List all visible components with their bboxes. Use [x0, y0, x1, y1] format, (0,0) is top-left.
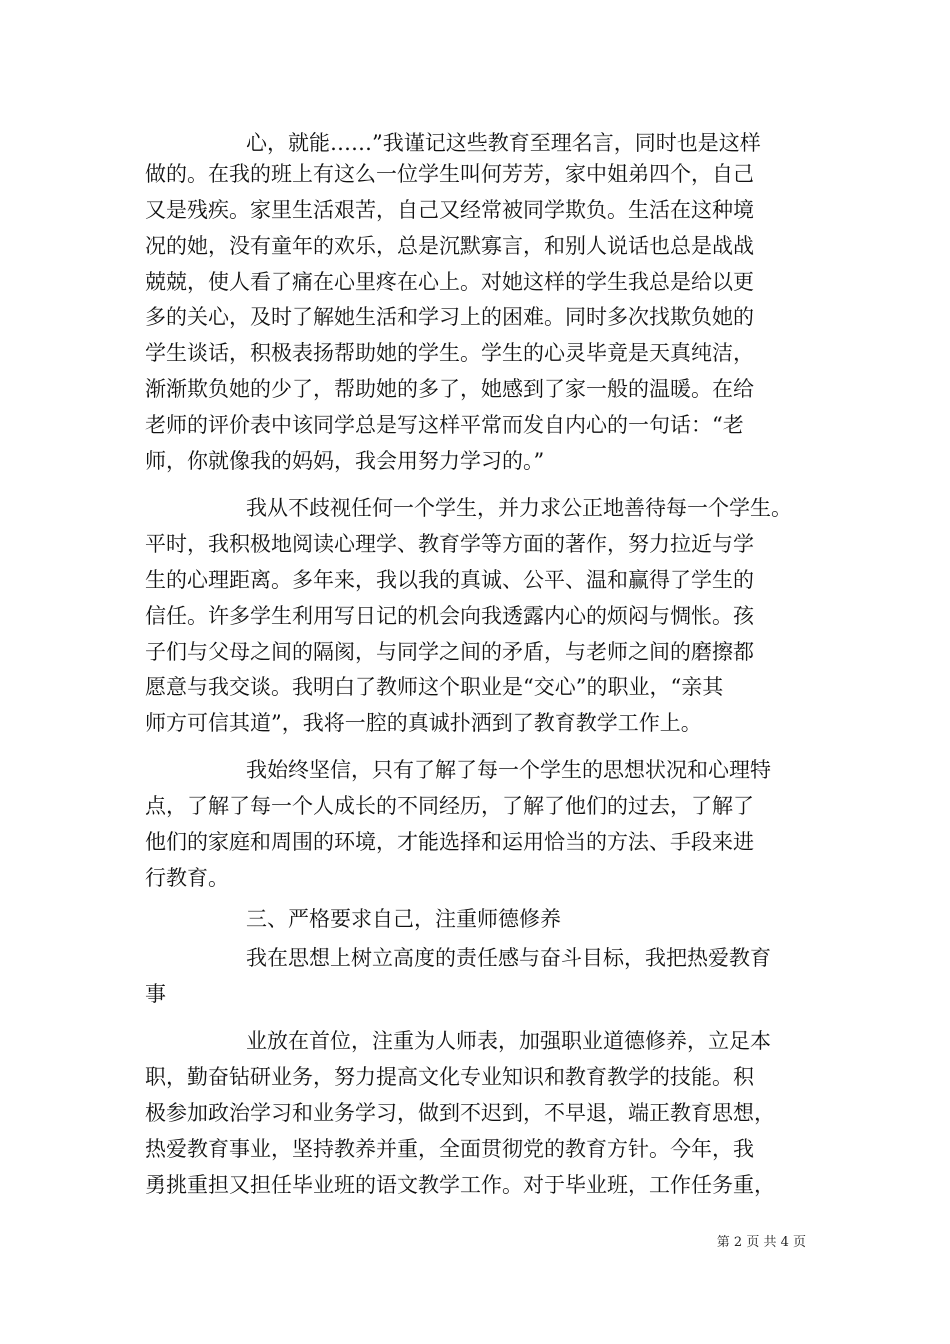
text-line: 生的心理距离。多年来，我以我的真诚、公平、温和赢得了学生的	[145, 568, 754, 592]
text-line: 渐渐欺负她的少了，帮助她的多了，她感到了家一般的温暖。在给	[145, 377, 754, 401]
text-line: 事	[145, 982, 166, 1006]
text-line: 极参加政治学习和业务学习，做到不迟到，不早退，端正教育思想，	[145, 1101, 775, 1125]
text-line: 职，勤奋钻研业务，努力提高文化专业知识和教育教学的技能。积	[145, 1065, 754, 1089]
text-line: 又是残疾。家里生活艰苦，自己又经常被同学欺负。生活在这种境	[145, 198, 754, 222]
text-line: 做的。在我的班上有这么一位学生叫何芳芳，家中姐弟四个，自己	[145, 162, 754, 186]
text-line: 老师的评价表中该同学总是写这样平常而发自内心的一句话：“老	[145, 413, 744, 437]
text-line: 行教育。	[145, 866, 229, 890]
text-line: 学生谈话，积极表扬帮助她的学生。学生的心灵毕竟是天真纯洁，	[145, 341, 754, 365]
text-line: 他们的家庭和周围的环境，才能选择和运用恰当的方法、手段来进	[145, 830, 754, 854]
text-line: 热爱教育事业，坚持教养并重，全面贯彻党的教育方针。今年，我	[145, 1137, 754, 1161]
text-line: 师，你就像我的妈妈，我会用努力学习的。”	[145, 449, 545, 473]
text-line: 勇挑重担又担任毕业班的语文教学工作。对于毕业班，工作任务重，	[145, 1173, 775, 1197]
text-line: 点，了解了每一个人成长的不同经历，了解了他们的过去，了解了	[145, 794, 754, 818]
text-line: 多的关心，及时了解她生活和学习上的困难。同时多次找欺负她的	[145, 305, 754, 329]
page-number-footer: 第 2 页 共 4 页	[716, 1235, 806, 1250]
text-line: 平时，我积极地阅读心理学、教育学等方面的著作，努力拉近与学	[145, 532, 754, 556]
text-line: 心，就能……”我谨记这些教育至理名言，同时也是这样	[246, 131, 761, 155]
text-line: 况的她，没有童年的欢乐，总是沉默寡言，和别人说话也总是战战	[145, 234, 754, 258]
text-line: 信任。许多学生利用写日记的机会向我透露内心的烦闷与惆怅。孩	[145, 604, 754, 628]
section-heading: 三、严格要求自己，注重师德修养	[246, 907, 561, 931]
text-line: 兢兢，使人看了痛在心里疼在心上。对她这样的学生我总是给以更	[145, 270, 754, 294]
text-line: 子们与父母之间的隔阂，与同学之间的矛盾，与老师之间的磨擦都	[145, 640, 754, 664]
paragraph-first-line: 我从不歧视任何一个学生，并力求公正地善待每一个学生。	[246, 496, 792, 520]
paragraph-first-line: 我始终坚信，只有了解了每一个学生的思想状况和心理特	[246, 758, 771, 782]
text-line: 愿意与我交谈。我明白了教师这个职业是“交心”的职业，“亲其	[145, 675, 724, 699]
paragraph-first-line: 业放在首位，注重为人师表，加强职业道德修养，立足本	[246, 1029, 771, 1053]
paragraph-first-line: 我在思想上树立高度的责任感与奋斗目标，我把热爱教育	[246, 946, 771, 970]
text-line: 师方可信其道”，我将一腔的真诚扑洒到了教育教学工作上。	[145, 711, 702, 735]
